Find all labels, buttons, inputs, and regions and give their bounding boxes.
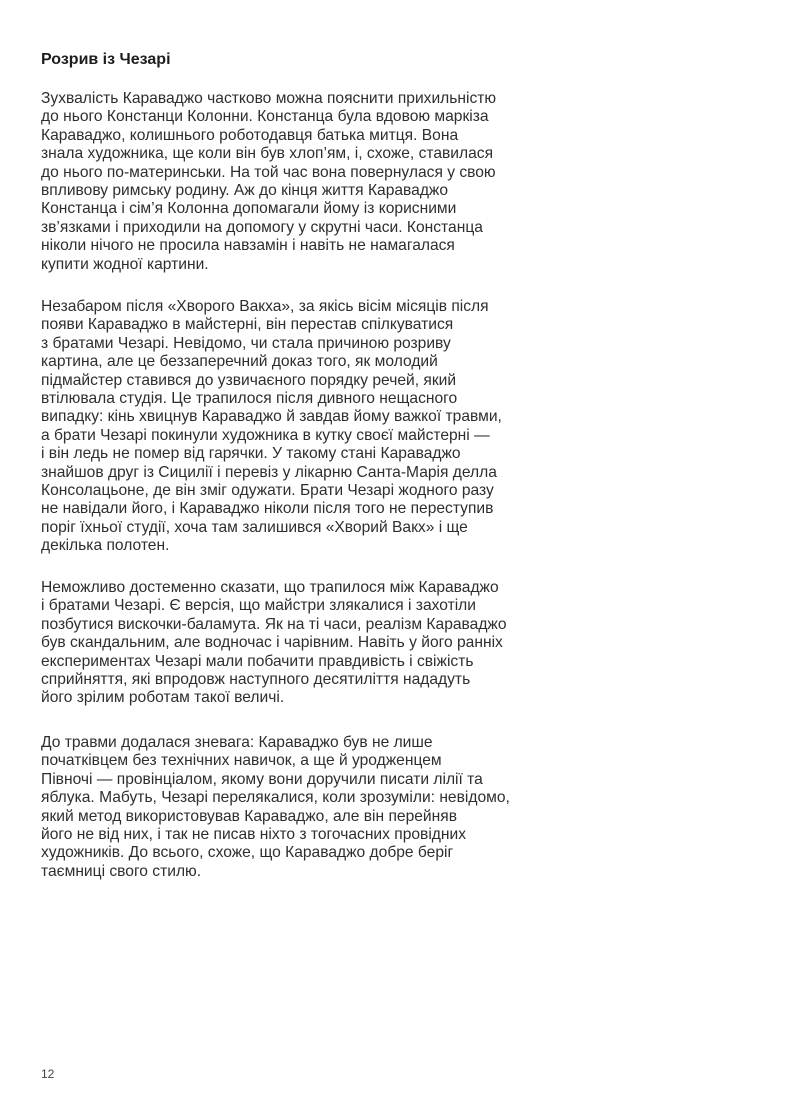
text-line: картина, але це беззаперечний доказ того, як молодий <box>41 353 438 371</box>
text-line: Караваджо, колишнього роботодавця батька митця. Вона <box>41 126 459 144</box>
text-line: не навідали його, і Караваджо ніколи після того не переступив <box>41 500 494 518</box>
text-line: сприйняття, які впродовж наступного десятиліття нададуть <box>41 671 471 689</box>
text-line: початківцем без технічних навичок, а ще й уродженцем <box>41 752 442 770</box>
text-line: який метод використовував Караваджо, але він перейняв <box>41 807 457 825</box>
text-line: Консолацьоне, де він зміг одужати. Брати Чезарі жодного разу <box>41 482 494 500</box>
text-line: поріг їхньої студії, хоча там залишився «Хворий Вакх» і ще <box>41 518 468 536</box>
text-line: Зухвалість Караваджо частково можна пояснити прихильністю <box>41 90 497 107</box>
text-line: Неможливо достеменно сказати, що трапилося між Караваджо <box>41 579 499 596</box>
paragraph-4 <box>41 734 510 881</box>
text-line: яблука. Мабуть, Чезарі перелякалися, коли зрозуміли: невідомо, <box>41 789 510 807</box>
text-line: його не від них, і так не писав ніхто з тогочасних провідних <box>41 826 467 844</box>
text-line: впливову римську родину. Аж до кінця життя Караваджо <box>41 182 449 200</box>
text-line: Незабаром після «Хворого Вакха», за якісь вісім місяців після <box>41 298 489 315</box>
text-line: був скандальним, але водночас і чарівним. Навіть у його ранніх <box>41 634 503 652</box>
text-line: До травми додалася зневага: Караваджо був не лише <box>41 734 433 751</box>
text-line: знайшов друг із Сицилії і перевіз у лікарню Санта-Марія делла <box>41 463 497 481</box>
page-number: 12 <box>41 1067 55 1081</box>
text-line: підмайстер ставився до узвичаєного порядку речей, який <box>41 371 457 389</box>
paragraph-3 <box>41 579 507 708</box>
text-line: таємниці свого стилю. <box>41 862 202 880</box>
text-line: художників. До всього, схоже, що Караваджо добре беріг <box>41 844 454 862</box>
text-line: Півночі — провінціалом, якому вони доручили писати лілії та <box>41 770 483 788</box>
text-line: декілька полотен. <box>41 537 170 555</box>
text-line: купити жодної картини. <box>41 255 209 273</box>
text-line: до нього Констанци Колонни. Констанца була вдовою маркіза <box>41 108 489 126</box>
paragraph-2 <box>41 298 502 556</box>
text-line: позбутися вискочки-баламута. Як на ті часи, реалізм Караваджо <box>41 615 507 633</box>
section-heading: Розрив із Чезарі <box>41 51 171 68</box>
text-line: а брати Чезарі покинули художника в кутку своєї майстерні — <box>41 426 490 444</box>
paragraph-1 <box>41 90 496 274</box>
text-line: втілювала студія. Це трапилося після дивного нещасного <box>41 390 458 408</box>
text-line: випадку: кінь хвицнув Караваджо й завдав йому важкої травми, <box>41 408 502 426</box>
text-line: і братами Чезарі. Є версія, що майстри злякалися і захотіли <box>41 597 476 615</box>
text-line: до нього по-материнськи. На той час вона повернулася у свою <box>41 163 496 181</box>
text-line: знала художника, ще коли він був хлоп’ям, і, схоже, ставилася <box>41 145 494 163</box>
text-line: ніколи нічого не просила навзамін і навіть не намагалася <box>41 237 455 255</box>
text-line: Констанца і сім’я Колонна допомагали йому із корисними <box>41 200 457 218</box>
text-line: зв’язками і приходили на допомогу у скрутні часи. Констанца <box>41 218 483 236</box>
text-line: експериментах Чезарі мали побачити правдивість і свіжість <box>41 652 474 670</box>
text-line: його зрілим роботам такої величі. <box>41 689 285 707</box>
text-line: появи Караваджо в майстерні, він перестав спілкуватися <box>41 316 454 334</box>
text-line: з братами Чезарі. Невідомо, чи стала причиною розриву <box>41 334 451 352</box>
text-line: і він ледь не помер від гарячки. У такому стані Караваджо <box>41 445 461 463</box>
